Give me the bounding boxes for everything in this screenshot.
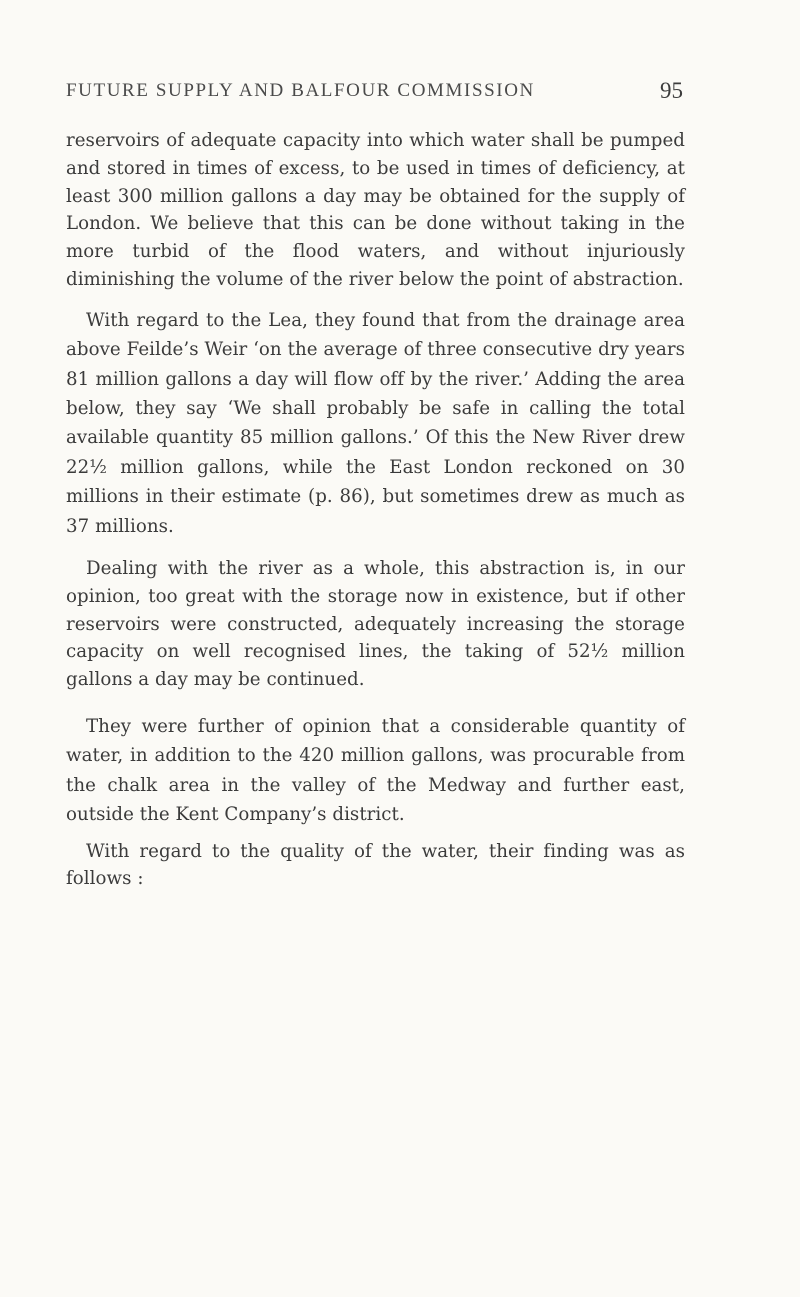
paragraph-quality: With regard to the quality of the water, their finding was as follows : [66,840,685,890]
body-text [66,127,685,893]
paragraph-reservoirs: reservoirs of adequate capacity into which water shall be pumped and stored in times of excess, to be used in times of deficiency, at least 300 million gallons a day may be obtained for the supply of London. We believe that this can be done without taking in the more turbid of the flood waters, and without injuriously diminishing the volume of the river below the point of abstraction. [66,130,685,290]
page-number: 95 [660,78,683,103]
paragraph-river-whole: Dealing with the river as a whole, this abstraction is, in our opinion, too great with the storage now in existence, but if other reservoirs were constructed, adequately increasing the storage capacity on well recognised lines, the taking of 52½ million gallons a day may be continued. [66,558,685,691]
paragraph-lea: With regard to the Lea, they found that from the drainage area above Feilde’s Weir ‘on the average of three consecutive dry years 81 million gallons a day will flow off by the river.’ Adding the area below, they say ‘We shall probably be safe in calling the total available quantity 85 million gallons.’ Of this the New River drew 22½ million gallons, while the East London reckoned on 30 millions in their estimate (p. 86), but sometimes drew as much as 37 millions. [66,309,685,537]
running-head [66,80,683,112]
running-head-title: FUTURE SUPPLY AND BALFOUR COMMISSION [66,80,535,101]
paragraph-chalk-area: They were further of opinion that a considerable quantity of water, in addition to the 420 million gallons, was procurable from the chalk area in the valley of the Medway and further east, outside the Kent Company’s district. [66,716,685,826]
